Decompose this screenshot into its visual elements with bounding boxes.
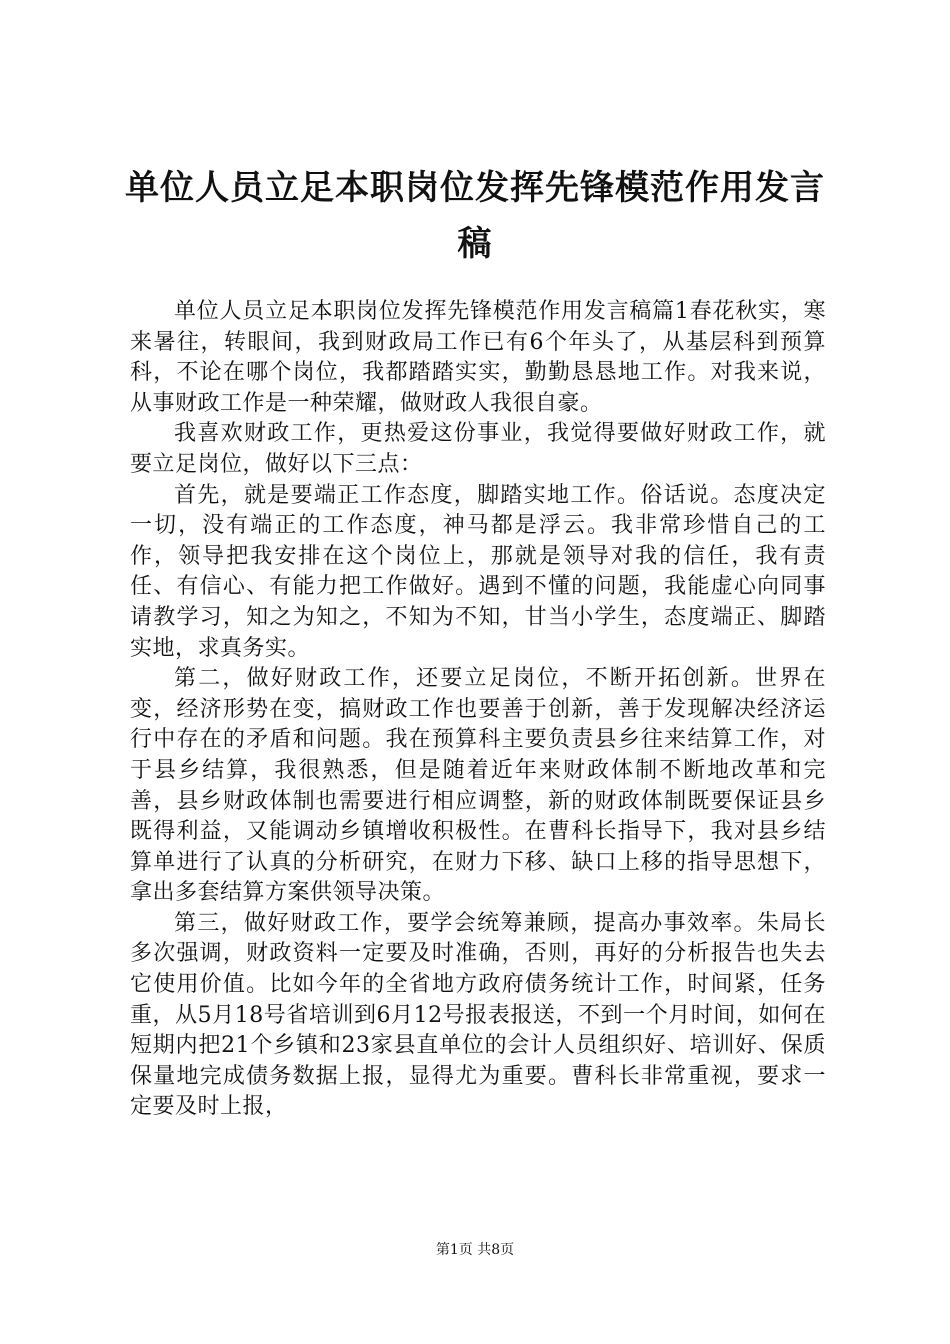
document-title: 单位人员立足本职岗位发挥先锋模范作用发言稿 — [125, 168, 825, 264]
paragraph-2: 我喜欢财政工作，更热爱这份事业，我觉得要做好财政工作，就要立足岗位，做好以下三点： — [130, 421, 826, 477]
paragraph-5: 第三，做好财政工作，要学会统筹兼顾，提高办事效率。朱局长多次强调，财政资料一定要及时准确，否则，再好的分析报告也失去它使用价值。比如今年的全省地方政府债务统计工作，时间紧，任务重，从5月18号省培训到6月12号报表报送，不到一个月时间，如何在短期内把21个乡镇和23家县直单位的会计人员组织好、培训好、保质保量地完成债务数据上报，显得尤为重要。曹科长非常重视，要求一定要及时上报， — [130, 910, 826, 1120]
paragraph-4: 第二，做好财政工作，还要立足岗位，不断开拓创新。世界在变，经济形势在变，搞财政工作也要善于创新，善于发现解决经济运行中存在的矛盾和问题。我在预算科主要负责县乡往来结算工作，对于县乡结算，我很熟悉，但是随着近年来财政体制不断地改革和完善，县乡财政体制也需要进行相应调整，新的财政体制既要保证县乡既得利益，又能调动乡镇增收积极性。在曹科长指导下，我对县乡结算单进行了认真的分析研究，在财力下移、缺口上移的指导思想下，拿出多套结算方案供领导决策。 — [130, 666, 826, 906]
page-footer: 第1页 共8页 — [435, 1242, 515, 1258]
document-body — [130, 297, 826, 1123]
paragraph-1: 单位人员立足本职岗位发挥先锋模范作用发言稿篇1春花秋实，寒来暑往，转眼间，我到财政局工作已有6个年头了，从基层科到预算科，不论在哪个岗位，我都踏踏实实，勤勤恳恳地工作。对我来说，从事财政工作是一种荣耀，做财政人我很自豪。 — [130, 299, 826, 416]
paragraph-3: 首先，就是要端正工作态度，脚踏实地工作。俗话说。态度决定一切，没有端正的工作态度，神马都是浮云。我非常珍惜自己的工作，领导把我安排在这个岗位上，那就是领导对我的信任，我有责任、有信心、有能力把工作做好。遇到不懂的问题，我能虚心向同事请教学习，知之为知之，不知为不知，甘当小学生，态度端正、脚踏实地，求真务实。 — [130, 482, 826, 661]
